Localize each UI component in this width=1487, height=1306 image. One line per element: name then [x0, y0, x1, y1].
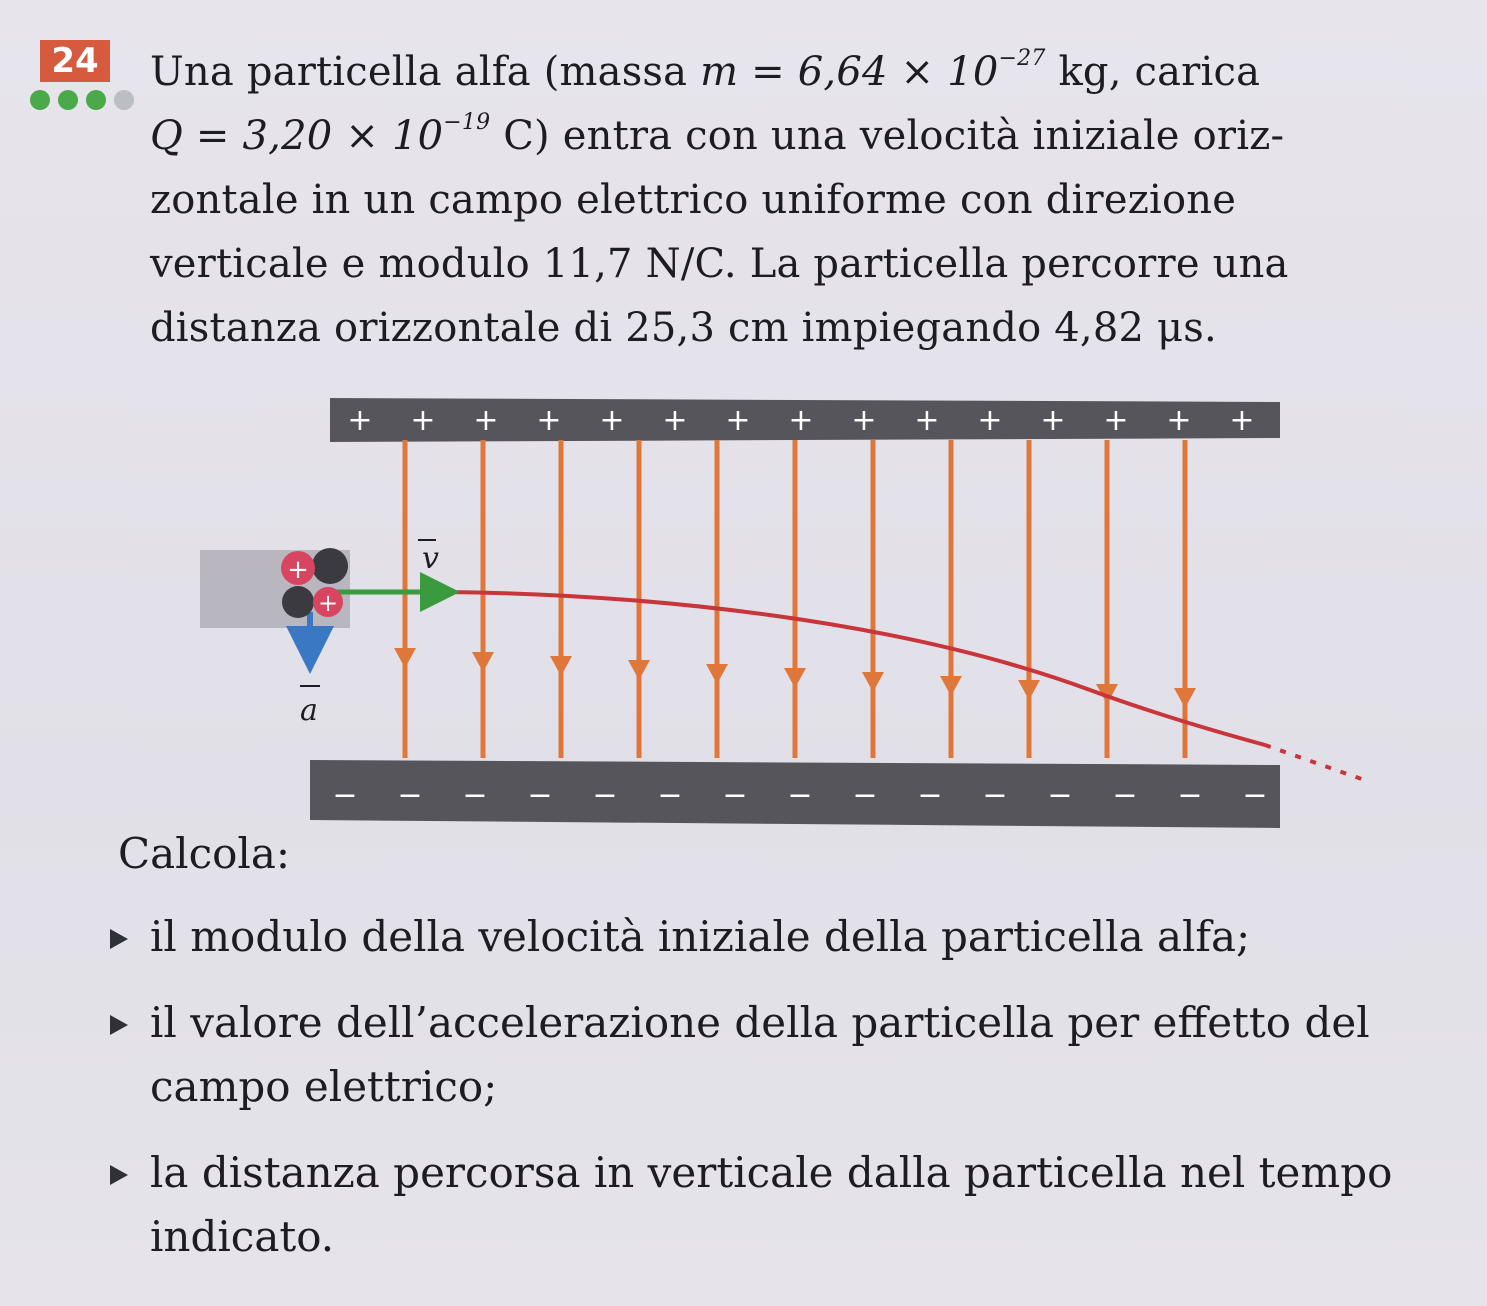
plus-sign: +	[410, 403, 436, 438]
minus-sign: −	[852, 778, 878, 813]
minus-sign: −	[527, 778, 553, 813]
svg-text:+: +	[287, 555, 309, 585]
field-line-arrowhead	[472, 652, 494, 672]
statement-line: verticale e modulo 11,7 N/C. La particella percorre una	[150, 241, 1289, 287]
triangle-bullet-icon	[110, 1165, 128, 1185]
field-line-arrowhead	[1018, 680, 1040, 700]
plus-sign: +	[725, 403, 751, 438]
field-line-arrowhead	[1174, 688, 1196, 708]
statement-line: Una particella alfa (massa $m = 6,64 \times 10^{-27}$ kg, carica	[150, 46, 1261, 95]
electric-field-diagram	[200, 380, 1400, 830]
minus-sign: −	[722, 778, 748, 813]
difficulty-dot-filled	[58, 90, 78, 110]
plus-sign: +	[473, 403, 499, 438]
plus-sign: +	[599, 403, 625, 438]
minus-sign: −	[1112, 778, 1138, 813]
minus-sign: −	[1047, 778, 1073, 813]
plus-sign: +	[1166, 403, 1192, 438]
minus-sign: −	[1242, 778, 1268, 813]
field-line-arrowhead	[940, 676, 962, 696]
trajectory-curve	[445, 592, 1265, 745]
minus-sign: −	[332, 778, 358, 813]
field-line-arrowhead	[706, 664, 728, 684]
task-item: il valore dell’accelerazione della particella per effetto del campo elettrico;	[110, 991, 1410, 1119]
statement-line: zontale in un campo elettrico uniforme con direzione	[150, 177, 1237, 223]
difficulty-dot-filled	[30, 90, 50, 110]
field-line-arrowhead	[862, 672, 884, 692]
field-lines	[394, 440, 1196, 758]
minus-sign: −	[462, 778, 488, 813]
triangle-bullet-icon	[110, 1015, 128, 1035]
task-list	[110, 905, 1410, 1291]
triangle-bullet-icon	[110, 929, 128, 949]
mass-formula: $m = 6,64 \times 10^{-27}$ kg	[700, 46, 1109, 95]
minus-signs	[332, 778, 1267, 813]
calcola-heading: Calcola:	[118, 829, 291, 878]
minus-sign: −	[592, 778, 618, 813]
svg-text:+: +	[317, 589, 339, 617]
minus-sign: −	[917, 778, 943, 813]
task-item: il modulo della velocità iniziale della particella alfa;	[110, 905, 1410, 969]
task-item: la distanza percorsa in verticale dalla particella nel tempo indicato.	[110, 1141, 1410, 1269]
plus-sign: +	[788, 403, 814, 438]
field-line-arrowhead	[628, 660, 650, 680]
plus-sign: +	[536, 403, 562, 438]
exercise-number: 24	[40, 40, 110, 82]
plus-sign: +	[977, 403, 1003, 438]
trajectory-continuation	[1265, 745, 1370, 782]
plus-sign: +	[914, 403, 940, 438]
plus-sign: +	[1229, 403, 1255, 438]
plus-sign: +	[662, 403, 688, 438]
difficulty-dot-filled	[86, 90, 106, 110]
problem-statement	[150, 40, 1410, 360]
field-line-arrowhead	[550, 656, 572, 676]
velocity-label: v	[422, 541, 439, 576]
minus-sign: −	[982, 778, 1008, 813]
minus-sign: −	[397, 778, 423, 813]
field-line-arrowhead	[784, 668, 806, 688]
plus-signs	[347, 403, 1254, 438]
statement-line: distanza orizzontale di 25,3 cm impiegando 4,82 μs.	[150, 305, 1217, 351]
minus-sign: −	[1177, 778, 1203, 813]
difficulty-dots	[30, 90, 134, 110]
minus-sign: −	[787, 778, 813, 813]
charge-formula: $Q = 3,20 \times 10^{-19}$ C	[150, 110, 535, 159]
statement-line: $Q = 3,20 \times 10^{-19}$ C) entra con una velocità iniziale oriz-	[150, 110, 1285, 159]
acceleration-label: a	[300, 693, 318, 728]
plus-sign: +	[1040, 403, 1066, 438]
plus-sign: +	[851, 403, 877, 438]
plus-sign: +	[347, 403, 373, 438]
field-line-arrowhead	[394, 648, 416, 668]
minus-sign: −	[657, 778, 683, 813]
difficulty-dot-empty	[114, 90, 134, 110]
plus-sign: +	[1103, 403, 1129, 438]
